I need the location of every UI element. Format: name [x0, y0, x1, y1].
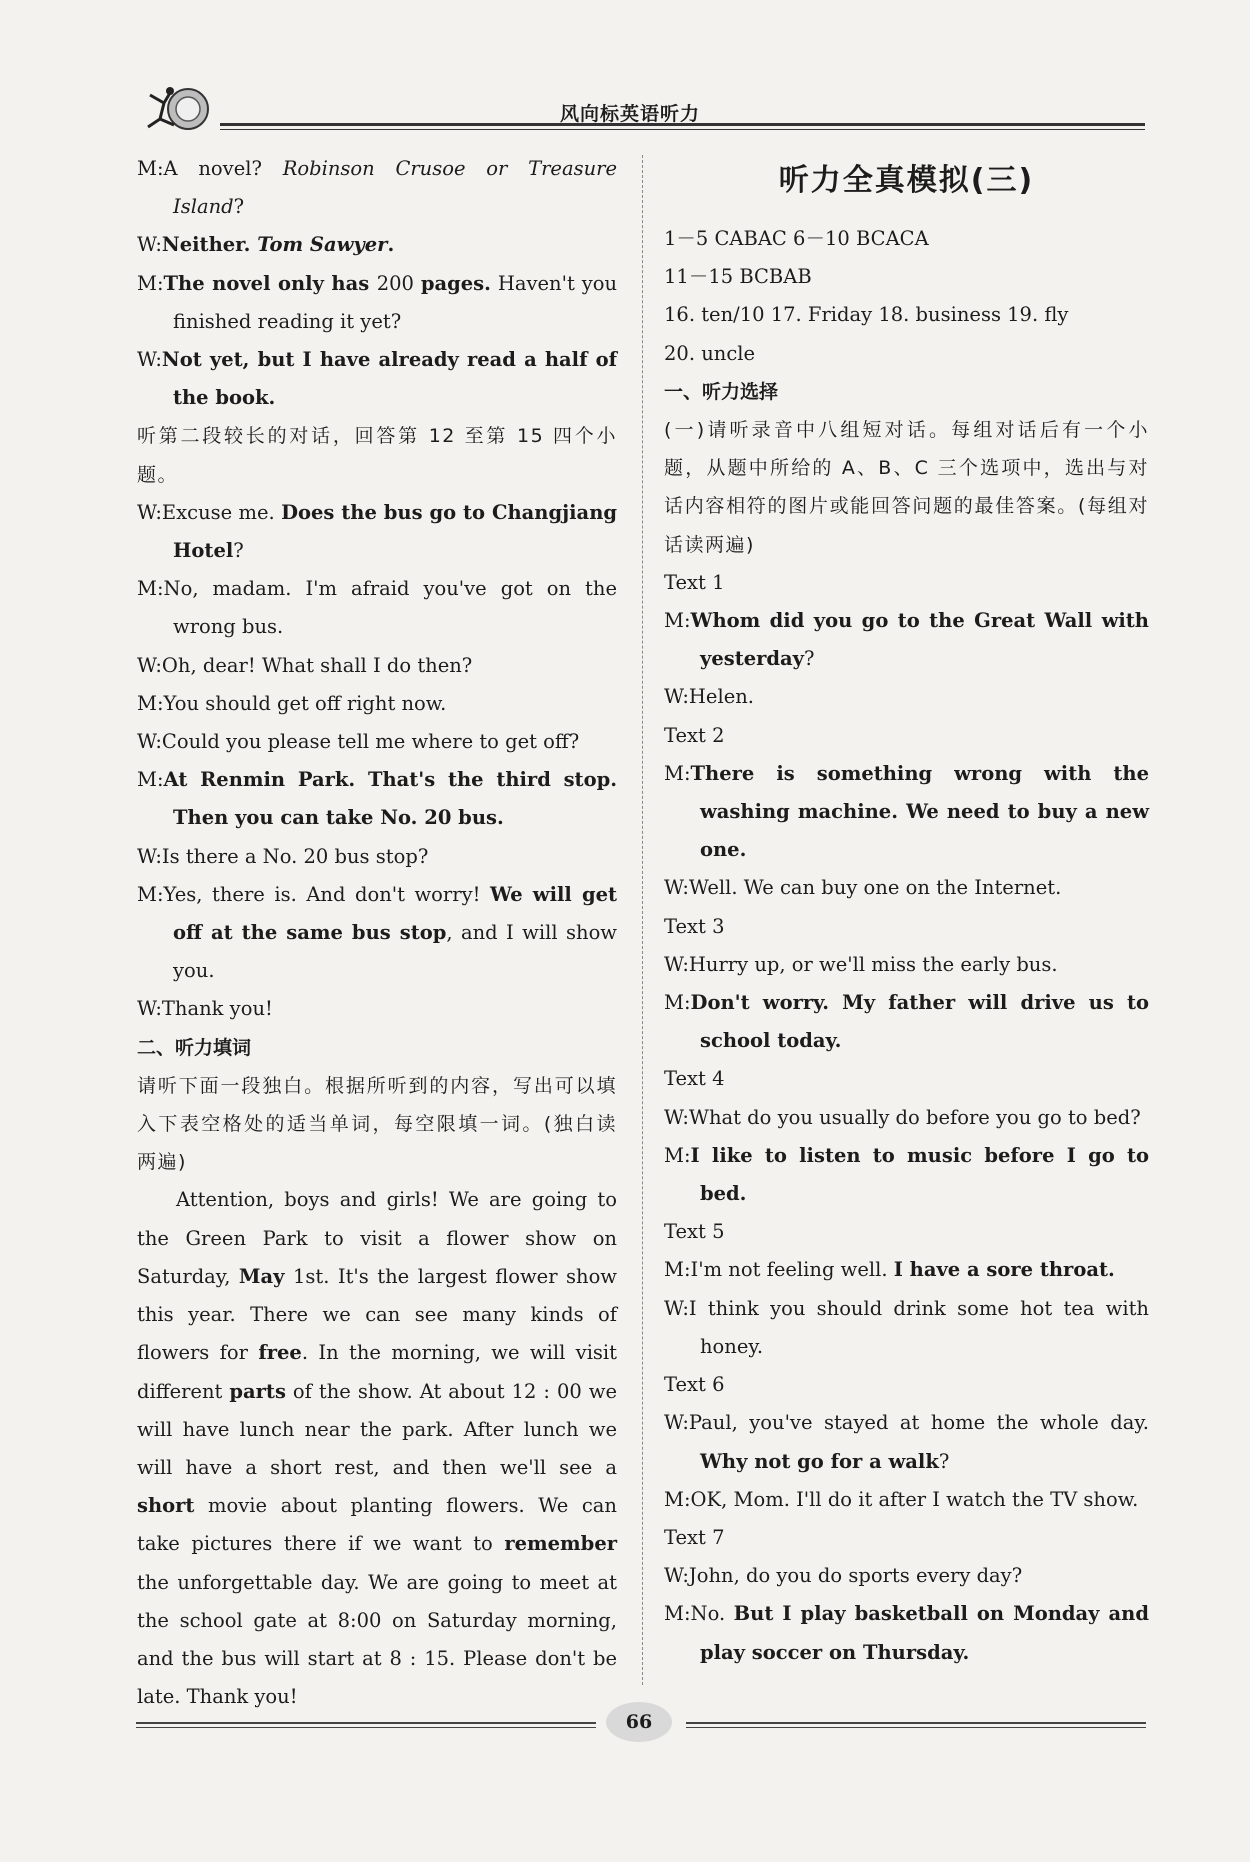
text-segment: I like to listen to music before I go to bed.: [690, 1143, 1149, 1206]
speaker-label: M:: [664, 609, 691, 633]
speaker-label: M:: [137, 271, 164, 295]
speaker-label: M:: [664, 991, 691, 1015]
dialogue-line: [137, 494, 617, 570]
speaker-label: M:: [137, 882, 164, 906]
text-segment: free: [258, 1341, 302, 1365]
answer-row: 1－5 CABAC 6－10 BCACA: [664, 227, 929, 250]
dialogue-line: [664, 1595, 1149, 1671]
text-segment: .: [387, 233, 395, 257]
speaker-label: W:: [137, 500, 162, 524]
page-footer: [136, 1700, 1146, 1740]
dialogue-line: [664, 1404, 1149, 1480]
dialogue-line: [664, 1251, 1149, 1289]
text-dialogues: [664, 564, 1149, 1672]
header-rule-thin: [220, 129, 1145, 130]
text-segment: Attention, boys and girls! We are going to the Green Park to visit a flower show on Saturday,: [137, 1188, 617, 1288]
dialogue-2-lines: [137, 494, 617, 1029]
speaker-label: W:: [137, 653, 162, 677]
text-segment: 1st. It's the largest flower show this year. There we can see many kinds of flowers for: [137, 1264, 617, 1365]
text-segment: I'm not feeling well.: [690, 1258, 894, 1282]
text-segment: Helen.: [688, 685, 755, 709]
answer-row: 16. ten/10 17. Friday 18. business 19. fly: [664, 303, 1069, 327]
text-segment: Why not go for a walk: [700, 1449, 939, 1473]
text-segment: pages.: [420, 271, 491, 295]
speaker-label: W:: [137, 348, 162, 372]
text-segment: What do you usually do before you go to bed?: [688, 1105, 1141, 1129]
text-segment: Well. We can buy one on the Internet.: [688, 876, 1062, 900]
text-segment: There is something wrong with the washing machine. We need to buy a new one.: [690, 761, 1149, 862]
text-segment: The novel only has: [163, 271, 377, 295]
text-segment: We will get off at the same bus stop: [173, 882, 617, 945]
text-segment: You should get off right now.: [163, 691, 447, 715]
text-segment: Tom Sawyer: [257, 233, 388, 257]
text-segment: of the show. At about 12 : 00 we will have lunch near the park. After lunch we will have a short rest, and then we'll see a: [137, 1379, 617, 1479]
dialogue-2-instruction: 听第二段较长的对话，回答第 12 至第 15 四个小题。: [137, 425, 617, 486]
text-segment: the unforgettable day. We are going to meet at the school gate at 8:00 on Saturday morning, and the bus will start at 8 : 15. Please don't be late. Thank you!: [137, 1570, 617, 1709]
dialogue-line: [664, 678, 1149, 716]
text-segment: Could you please tell me where to get off?: [161, 730, 580, 754]
speaker-label: W:: [664, 1411, 689, 1435]
dialogue-1-lines: [137, 150, 617, 417]
dialogue-line: [664, 1481, 1149, 1519]
speaker-label: W:: [137, 233, 162, 257]
speaker-label: W:: [664, 876, 689, 900]
text-segment: May: [238, 1264, 285, 1288]
dialogue-line: [664, 1099, 1149, 1137]
text-segment: I think you should drink some hot tea with honey.: [688, 1296, 1149, 1358]
text-segment: short: [137, 1494, 195, 1518]
dialogue-line: [664, 1137, 1149, 1213]
text-label: Text 1: [664, 570, 725, 594]
dialogue-line: [664, 1290, 1149, 1366]
text-segment: remember: [504, 1532, 617, 1556]
dialogue-line: [137, 876, 617, 991]
text-segment: Thank you!: [161, 997, 273, 1021]
speaker-label: W:: [137, 730, 162, 754]
text-segment: movie about planting flowers. We can take pictures there if we want to: [137, 1494, 617, 1556]
text-label: Text 2: [664, 723, 725, 747]
dialogue-line: [137, 647, 617, 685]
text-segment: . In the morning, we will visit different: [137, 1341, 618, 1403]
section-2-instruction: 请听下面一段独白。根据所听到的内容，写出可以填入下表空格处的适当单词，每空限填一词。(独白读两遍): [137, 1074, 617, 1174]
dialogue-line: [664, 1557, 1149, 1595]
text-label: Text 5: [664, 1220, 725, 1244]
text-segment: Paul, you've stayed at home the whole day.: [688, 1411, 1149, 1435]
text-segment: Is there a No. 20 bus stop?: [161, 844, 429, 868]
text-label: Text 3: [664, 914, 725, 938]
speaker-label: W:: [664, 1105, 689, 1129]
dialogue-line: [137, 150, 617, 226]
text-segment: , and I will show you.: [173, 921, 617, 983]
footer-rule-right-thin: [686, 1727, 1146, 1728]
footer-rule-right: [686, 1722, 1146, 1724]
dialogue-line: [664, 755, 1149, 870]
dialogue-line: [664, 869, 1149, 907]
text-segment: ?: [804, 647, 815, 671]
speaker-label: M:: [137, 768, 164, 792]
speaker-label: M:: [137, 691, 164, 715]
text-segment: ?: [233, 539, 244, 563]
dialogue-line: [137, 685, 617, 723]
text-segment: Whom did you go to the Great Wall with yesterday: [690, 609, 1149, 671]
speaker-label: M:: [137, 157, 164, 180]
dialogue-line: [137, 226, 617, 264]
text-label: Text 7: [664, 1525, 725, 1549]
speaker-label: W:: [664, 1296, 689, 1320]
speaker-label: M:: [664, 1258, 691, 1282]
runner-logo-icon: [140, 85, 220, 135]
speaker-label: W:: [664, 685, 689, 709]
speaker-label: M:: [664, 1143, 691, 1167]
dialogue-line: [137, 265, 617, 341]
speaker-label: M:: [664, 761, 691, 785]
text-segment: Robinson Crusoe or Treasure Island: [173, 157, 618, 219]
text-segment: Oh, dear! What shall I do then?: [161, 653, 473, 677]
text-segment: Neither.: [161, 233, 258, 257]
text-segment: 200: [376, 271, 421, 295]
text-segment: A novel?: [163, 157, 283, 180]
text-segment: OK, Mom. I'll do it after I watch the TV show.: [690, 1487, 1139, 1511]
text-segment: At Renmin Park. That's the third stop. Then you can take No. 20 bus.: [163, 768, 617, 830]
header-title: 风向标英语听力: [560, 103, 701, 125]
text-segment: Excuse me.: [161, 500, 282, 524]
text-segment: Don't worry. My father will drive us to school today.: [690, 991, 1149, 1053]
dialogue-line: [664, 984, 1149, 1060]
dialogue-line: [137, 838, 617, 876]
speaker-label: M:: [137, 577, 164, 601]
text-segment: Does the bus go to Changjiang Hotel: [173, 500, 618, 563]
text-segment: No.: [690, 1602, 734, 1626]
speaker-label: W:: [664, 952, 689, 976]
answer-row: 11－15 BCBAB: [664, 265, 812, 289]
text-label: Text 4: [664, 1067, 725, 1091]
speaker-label: M:: [664, 1487, 691, 1511]
text-label: Text 6: [664, 1373, 725, 1397]
text-segment: parts: [229, 1379, 286, 1403]
dialogue-line: [137, 570, 617, 646]
speaker-label: W:: [664, 1564, 689, 1588]
text-segment: I have a sore throat.: [893, 1258, 1115, 1282]
text-segment: Not yet, but I have already read a half of the book.: [161, 348, 617, 410]
text-segment: ?: [938, 1449, 950, 1473]
dialogue-line: [137, 761, 617, 837]
dialogue-line: [137, 990, 617, 1028]
dialogue-line: [137, 341, 617, 417]
column-divider: [642, 155, 643, 1685]
monologue-paragraph: [137, 1181, 617, 1716]
page-header: [130, 85, 1145, 135]
footer-rule-left-thin: [136, 1727, 596, 1728]
right-column: [664, 150, 1149, 1672]
section-1-instruction: (一)请听录音中八组短对话。每组对话后有一个小题，从题中所给的 A、B、C 三个选项中，选出与对话内容相符的图片或能回答问题的最佳答案。(每组对话读两遍): [664, 419, 1149, 556]
speaker-label: W:: [137, 997, 162, 1021]
footer-rule-left: [136, 1722, 596, 1724]
text-segment: Yes, there is. And don't worry!: [163, 882, 490, 906]
text-segment: Haven't you finished reading it yet?: [173, 271, 618, 333]
text-segment: John, do you do sports every day?: [688, 1564, 1023, 1588]
section-1-title: 一、听力选择: [664, 380, 779, 403]
dialogue-line: [664, 602, 1149, 678]
left-column: [137, 150, 617, 1716]
speaker-label: W:: [137, 844, 162, 868]
answer-row: 20. uncle: [664, 341, 756, 365]
test-title: 听力全真模拟(三): [778, 163, 1035, 198]
dialogue-line: [137, 723, 617, 761]
speaker-label: M:: [664, 1602, 691, 1626]
text-segment: Hurry up, or we'll miss the early bus.: [688, 952, 1058, 976]
page-number: 66: [606, 1702, 672, 1742]
text-segment: No, madam. I'm afraid you've got on the wrong bus.: [163, 577, 617, 639]
text-segment: ?: [233, 195, 245, 219]
section-2-title: 二、听力填词: [137, 1036, 252, 1059]
dialogue-line: [664, 946, 1149, 984]
text-segment: But I play basketball on Monday and play soccer on Thursday.: [700, 1602, 1149, 1664]
